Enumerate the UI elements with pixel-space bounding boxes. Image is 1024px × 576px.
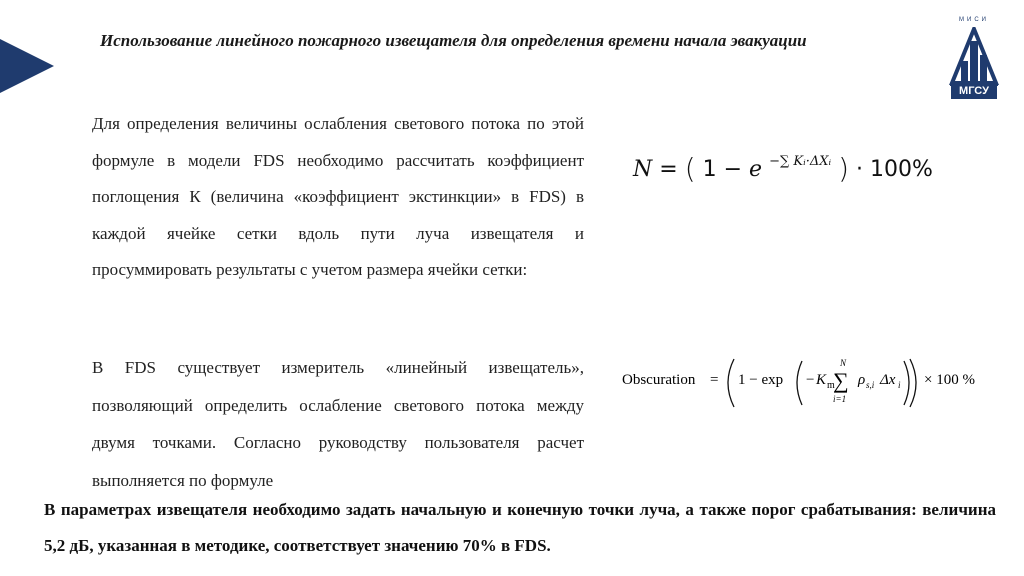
play-triangle-icon [0,39,54,93]
formula-attenuation [633,152,953,185]
university-logo [948,17,1000,103]
slide-title: Использование линейного пожарного извещателя для определения времени начала эвакуации [100,31,807,50]
formula2-rho: ρ [858,372,866,388]
logo-bottom-text: МГСУ [951,83,997,99]
paragraph-fds-extinction: Для определения величины ослабления светового потока по этой формуле в модели FDS необходимо рассчитать коэффициент поглощения К (величина «коэффициент экстинкции» в FDS) в каждой ячейке сетки вдоль пути луча извещателя и просуммировать результаты с учетом размера ячейки сетки: [92,114,584,279]
formula1-e: e [749,157,763,182]
formula1-exponent: −∑ Kᵢ·ΔXᵢ [769,154,832,169]
formula2-x-sub: i [898,380,901,390]
formula2-lhs: Obscuration [622,372,696,388]
formula2-k: K [816,372,827,388]
formula2-tail: × 100 % [924,372,975,388]
formula1-open-paren: ( [684,152,696,185]
formula2-sigma: ∑ [833,368,849,393]
formula2-sum-bottom: i=1 [833,394,847,404]
formula2-inner-open-paren [797,361,802,405]
formula-obscuration [622,355,982,415]
formula2-sum-top: N [840,358,847,368]
formula2-outer-close-paren [910,359,916,407]
formula1-tail: · 100% [856,157,933,182]
formula1-one-minus: 1 − [702,157,750,182]
formula1-eq: = [659,157,685,182]
formula2-k-sub: m [827,380,835,391]
formula1-close-paren: ) [838,152,850,185]
formula2-rho-sub: s,i [866,380,875,390]
formula2-one-minus-exp: 1 − exp [738,372,784,388]
paragraph-beam-detector: В FDS существует измеритель «линейный извещатель», позволяющий определить ослабление светового потока между двумя точками. Согласно руководству пользователя расчет выполняется по формуле [92,358,584,490]
formula2-inner-close-paren [904,361,909,405]
bottom-conclusion: В параметрах извещателя необходимо задать начальную и конечную точки луча, а также порог срабатывания: величина 5,2 дБ, указанная в методике, соответствует значению 70% в FDS. [44,500,996,555]
formula1-lhs: N [633,157,653,182]
formula2-eq: = [710,372,719,388]
formula2-minus: − [806,372,815,388]
formula2-outer-open-paren [728,359,734,407]
logo-top-text: МИСИ [959,17,989,23]
formula2-delta-x: Δx [880,372,896,388]
